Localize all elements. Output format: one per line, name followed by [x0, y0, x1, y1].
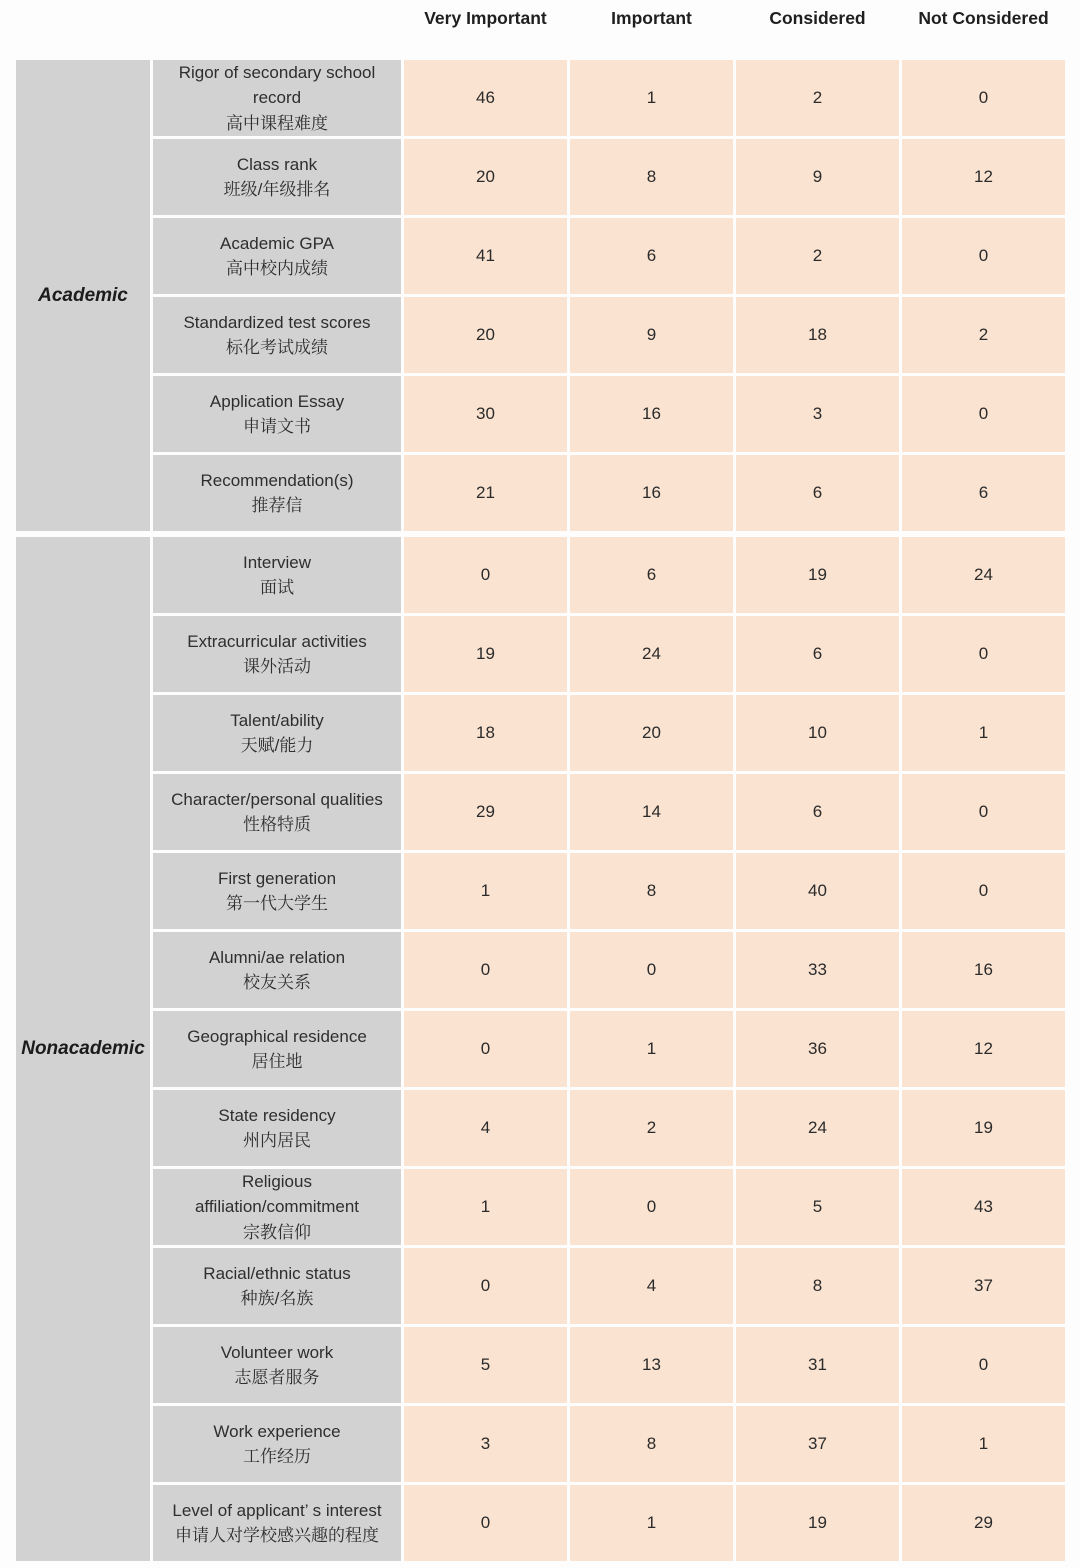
table-header-row — [16, 0, 1050, 60]
value-cell: 0 — [902, 60, 1065, 136]
value-cell: 43 — [902, 1169, 1065, 1245]
value-cell: 8 — [736, 1248, 899, 1324]
value-cell: 37 — [902, 1248, 1065, 1324]
value-cell: 4 — [570, 1248, 733, 1324]
value-cell: 19 — [404, 616, 567, 692]
value-cell: 24 — [736, 1090, 899, 1166]
value-cell: 0 — [404, 537, 567, 613]
factor-label-zh: 课外活动 — [243, 657, 311, 676]
factor-label-en: Interview — [242, 552, 312, 572]
value-cell: 9 — [570, 297, 733, 373]
value-cell: 46 — [404, 60, 567, 136]
factor-label-en: Geographical residence — [187, 1026, 367, 1046]
value-cell: 37 — [736, 1406, 899, 1482]
value-cell: 19 — [902, 1090, 1065, 1166]
value-cell: 19 — [736, 1485, 899, 1561]
value-cell: 0 — [902, 616, 1065, 692]
value-cell: 29 — [404, 774, 567, 850]
factor-label — [153, 297, 401, 373]
value-cell: 2 — [736, 218, 899, 294]
value-cell: 36 — [736, 1011, 899, 1087]
factor-label-en: Talent/ability — [230, 710, 324, 730]
factor-label — [153, 616, 401, 692]
factor-label — [153, 853, 401, 929]
category-label: Nonacademic — [16, 537, 150, 1561]
factor-label — [153, 1327, 401, 1403]
factor-label-en: Work experience — [213, 1421, 341, 1441]
column-header-not-considered: Not Considered — [918, 8, 1049, 28]
factor-label-zh: 志愿者服务 — [234, 1368, 320, 1387]
value-cell: 0 — [902, 1327, 1065, 1403]
value-cell: 12 — [902, 139, 1065, 215]
section-nonacademic — [16, 537, 1050, 1561]
value-cell: 16 — [570, 376, 733, 452]
value-cell: 20 — [404, 297, 567, 373]
value-cell: 2 — [902, 297, 1065, 373]
factor-label-zh: 居住地 — [251, 1052, 303, 1071]
value-cell: 24 — [570, 616, 733, 692]
factor-label-zh: 州内居民 — [243, 1131, 311, 1150]
value-cell: 9 — [736, 139, 899, 215]
factor-label — [153, 60, 401, 136]
section-academic — [16, 60, 1050, 531]
factor-label — [153, 218, 401, 294]
value-cell: 16 — [570, 455, 733, 531]
value-cell: 19 — [736, 537, 899, 613]
factor-label-zh: 种族/名族 — [240, 1289, 314, 1308]
value-cell: 1 — [570, 1011, 733, 1087]
value-cell: 0 — [902, 376, 1065, 452]
factor-label-en: Class rank — [236, 154, 318, 174]
value-cell: 0 — [902, 853, 1065, 929]
factor-label-zh: 校友关系 — [243, 973, 311, 992]
factor-label-en: Volunteer work — [220, 1342, 334, 1362]
value-cell: 18 — [736, 297, 899, 373]
value-cell: 12 — [902, 1011, 1065, 1087]
value-cell: 1 — [570, 60, 733, 136]
factor-label — [153, 1248, 401, 1324]
factor-label-zh: 高中校内成绩 — [226, 259, 328, 278]
factor-label-zh: 第一代大学生 — [226, 894, 328, 913]
factor-label-zh: 天赋/能力 — [240, 736, 314, 755]
header-spacer-factor — [153, 0, 401, 8]
factor-label-zh: 标化考试成绩 — [226, 338, 328, 357]
factor-label-en: Recommendation(s) — [200, 470, 354, 490]
table-body — [16, 60, 1050, 1561]
value-cell: 30 — [404, 376, 567, 452]
value-cell: 18 — [404, 695, 567, 771]
factor-label — [153, 455, 401, 531]
factor-label-zh: 班级/年级排名 — [223, 180, 331, 199]
value-cell: 0 — [404, 1485, 567, 1561]
factor-label-zh: 申请人对学校感兴趣的程度 — [175, 1526, 379, 1545]
factor-label-en: Academic GPA — [219, 233, 334, 253]
factor-label — [153, 139, 401, 215]
factor-label-zh: 工作经历 — [243, 1447, 311, 1466]
value-cell: 8 — [570, 139, 733, 215]
value-cell: 0 — [404, 1011, 567, 1087]
value-cell: 0 — [570, 932, 733, 1008]
value-cell: 0 — [404, 932, 567, 1008]
factor-label-zh: 性格特质 — [243, 815, 311, 834]
value-cell: 24 — [902, 537, 1065, 613]
value-cell: 29 — [902, 1485, 1065, 1561]
value-cell: 13 — [570, 1327, 733, 1403]
value-cell: 4 — [404, 1090, 567, 1166]
factor-label-zh: 推荐信 — [251, 496, 303, 515]
header-spacer-category — [16, 0, 150, 8]
factor-label — [153, 1406, 401, 1482]
value-cell: 31 — [736, 1327, 899, 1403]
factor-label — [153, 774, 401, 850]
value-cell: 6 — [736, 455, 899, 531]
value-cell: 1 — [404, 853, 567, 929]
value-cell: 6 — [736, 616, 899, 692]
factor-label — [153, 376, 401, 452]
factor-label — [153, 932, 401, 1008]
value-cell: 20 — [404, 139, 567, 215]
factor-label-en: Character/personal qualities — [171, 789, 383, 809]
value-cell: 16 — [902, 932, 1065, 1008]
factor-label-en: Religious affiliation/commitment — [194, 1171, 360, 1217]
value-cell: 1 — [902, 695, 1065, 771]
factor-label-en: First generation — [217, 868, 337, 888]
factor-label-en: Racial/ethnic status — [203, 1263, 351, 1283]
factor-label — [153, 695, 401, 771]
value-cell: 0 — [902, 774, 1065, 850]
value-cell: 6 — [736, 774, 899, 850]
value-cell: 8 — [570, 1406, 733, 1482]
factor-label-en: Standardized test scores — [183, 312, 371, 332]
value-cell: 21 — [404, 455, 567, 531]
value-cell: 3 — [736, 376, 899, 452]
factor-label — [153, 537, 401, 613]
value-cell: 10 — [736, 695, 899, 771]
value-cell: 5 — [404, 1327, 567, 1403]
factor-label-zh: 申请文书 — [243, 417, 311, 436]
factor-label-zh: 高中课程难度 — [226, 113, 328, 133]
value-cell: 20 — [570, 695, 733, 771]
factor-label-en: State residency — [218, 1105, 336, 1125]
value-cell: 8 — [570, 853, 733, 929]
factor-label-en: Extracurricular activities — [187, 631, 367, 651]
factor-label-en: Alumni/ae relation — [208, 947, 346, 967]
value-cell: 33 — [736, 932, 899, 1008]
category-label: Academic — [16, 60, 150, 531]
factor-label — [153, 1011, 401, 1087]
factor-label — [153, 1090, 401, 1166]
value-cell: 41 — [404, 218, 567, 294]
factor-label-en: Rigor of secondary school record — [178, 62, 376, 108]
factor-label-zh: 面试 — [260, 578, 294, 597]
value-cell: 0 — [404, 1248, 567, 1324]
value-cell: 2 — [736, 60, 899, 136]
value-cell: 6 — [570, 537, 733, 613]
value-cell: 2 — [570, 1090, 733, 1166]
value-cell: 5 — [736, 1169, 899, 1245]
factor-label — [153, 1485, 401, 1561]
value-cell: 6 — [570, 218, 733, 294]
column-header-considered: Considered — [769, 8, 866, 28]
column-header-important: Important — [611, 8, 692, 28]
value-cell: 3 — [404, 1406, 567, 1482]
value-cell: 1 — [902, 1406, 1065, 1482]
value-cell: 0 — [902, 218, 1065, 294]
value-cell: 1 — [570, 1485, 733, 1561]
factor-label-zh: 宗教信仰 — [243, 1222, 311, 1242]
value-cell: 40 — [736, 853, 899, 929]
value-cell: 1 — [404, 1169, 567, 1245]
factor-label — [153, 1169, 401, 1245]
value-cell: 14 — [570, 774, 733, 850]
column-header-very-important: Very Important — [424, 8, 547, 28]
value-cell: 0 — [570, 1169, 733, 1245]
factor-label-en: Application Essay — [209, 391, 345, 411]
factor-label-en: Level of applicant’ s interest — [172, 1500, 382, 1520]
admission-factors-table — [16, 0, 1050, 1561]
value-cell: 6 — [902, 455, 1065, 531]
